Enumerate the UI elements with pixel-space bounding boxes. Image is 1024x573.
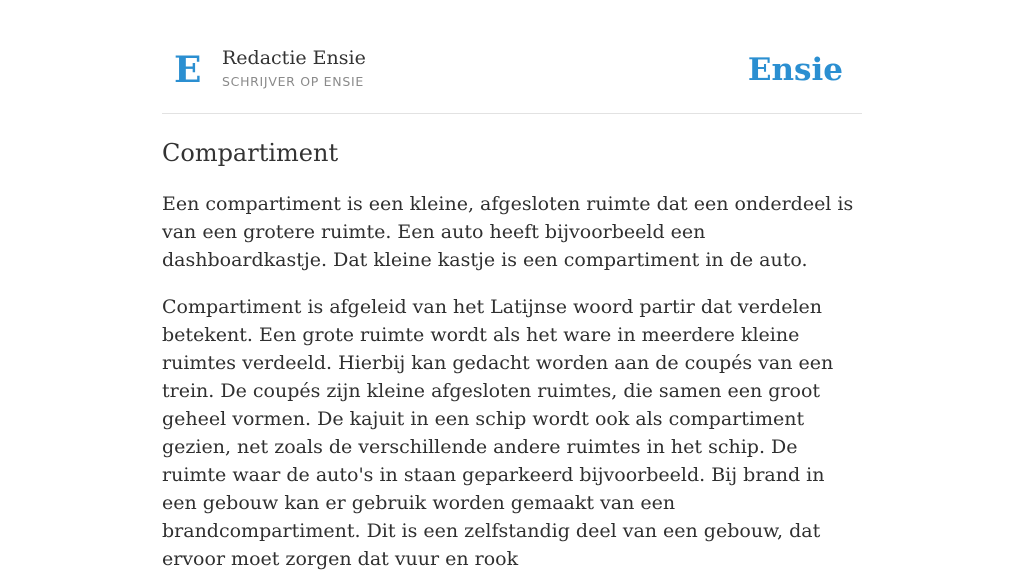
author-avatar[interactable]: E <box>174 49 202 91</box>
article-title: Compartiment <box>162 139 339 167</box>
author-role: SCHRIJVER OP ENSIE <box>222 74 364 89</box>
article-container <box>162 0 862 570</box>
article-paragraph: Een compartiment is een kleine, afgesloten ruimte dat een onderdeel is van een grotere ruimte. Een auto heeft bijvoorbeeld een dashboardkastje. Dat kleine kastje is een compartiment in de auto. <box>162 193 854 271</box>
ensie-logo[interactable]: Ensie <box>747 52 843 88</box>
article-paragraph: Compartiment is afgeleid van het Latijnse woord partir dat verdelen betekent. Een grote ruimte wordt als het ware in meerdere kleine ruimtes verdeeld. Hierbij kan gedacht worden aan de coupés van een trein. De coupés zijn kleine afgesloten ruimtes, die samen een groot geheel vormen. De kajuit in een schip wordt ook als compartiment gezien, net zoals de verschillende andere ruimtes in het schip. De ruimte waar de auto's in staan geparkeerd bijvoorbeeld. Bij brand in een gebouw kan er gebruik worden gemaakt van een brandcompartiment. Dit is een zelfstandig deel van een gebouw, dat ervoor moet zorgen dat vuur en rook <box>162 296 834 570</box>
author-name[interactable]: Redactie Ensie <box>222 47 366 69</box>
author-header <box>162 0 862 114</box>
